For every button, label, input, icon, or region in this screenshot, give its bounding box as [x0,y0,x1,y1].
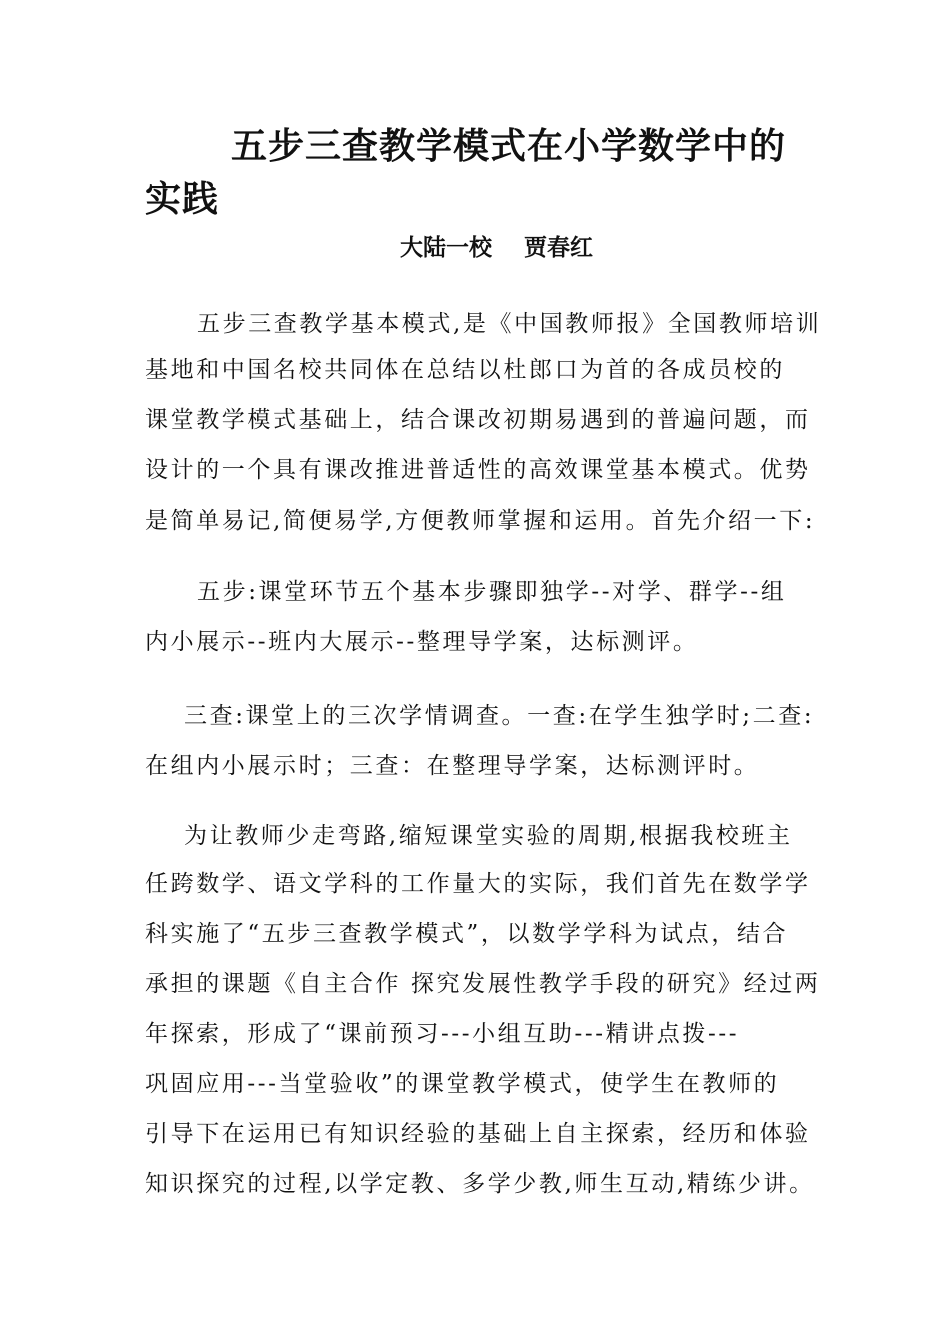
paragraph-4-line-2: 任跨数学、语文学科的工作量大的实际，我们首先在数学学 [145,871,811,897]
paragraph-4-line-8: 知识探究的过程,以学定教、多学少教,师生互动,精练少讲。 [145,1171,815,1197]
paragraph-3-line-1: 三查:课堂上的三次学情调查。一查:在学生独学时;二查: [184,703,815,729]
paragraph-1-line-5: 是简单易记,简便易学,方便教师掌握和运用。首先介绍一下: [145,508,816,534]
paragraph-2-line-2: 内小展示--班内大展示--整理导学案，达标测评。 [145,629,699,655]
paragraph-4-line-1: 为让教师少走弯路,缩短课堂实验的周期,根据我校班主 [184,823,793,849]
paragraph-3-line-2: 在组内小展示时；三查：在整理导学案，达标测评时。 [145,753,760,779]
paragraph-4-line-4: 承担的课题《自主合作 探究发展性教学手段的研究》经过两 [145,971,821,997]
paragraph-1-line-3: 课堂教学模式基础上，结合课改初期易遇到的普遍问题，而 [145,407,811,433]
paragraph-1-line-1: 五步三查教学基本模式,是《中国教师报》全国教师培训 [197,311,822,337]
paragraph-1-line-2: 基地和中国名校共同体在总结以杜郎口为首的各成员校的 [145,357,785,383]
paragraph-4-line-3: 科实施了“五步三查教学模式”，以数学学科为试点，结合 [145,921,789,947]
document-title: 五步三查教学模式在小学数学中的实践 [145,125,787,220]
paragraph-1-line-4: 设计的一个具有课改推进普适性的高效课堂基本模式。优势 [145,457,811,483]
paragraph-2-line-1: 五步:课堂环节五个基本步骤即独学--对学、群学--组 [197,579,787,605]
paragraph-4-line-7: 引导下在运用已有知识经验的基础上自主探索，经历和体验 [145,1121,811,1147]
paragraph-4-line-6: 巩固应用---当堂验收”的课堂教学模式，使学生在教师的 [145,1071,780,1097]
paragraph-4-line-5: 年探索，形成了“课前预习---小组互助---精讲点拨--- [145,1021,740,1047]
author-line: 大陆一校 贾春红 [400,234,594,261]
